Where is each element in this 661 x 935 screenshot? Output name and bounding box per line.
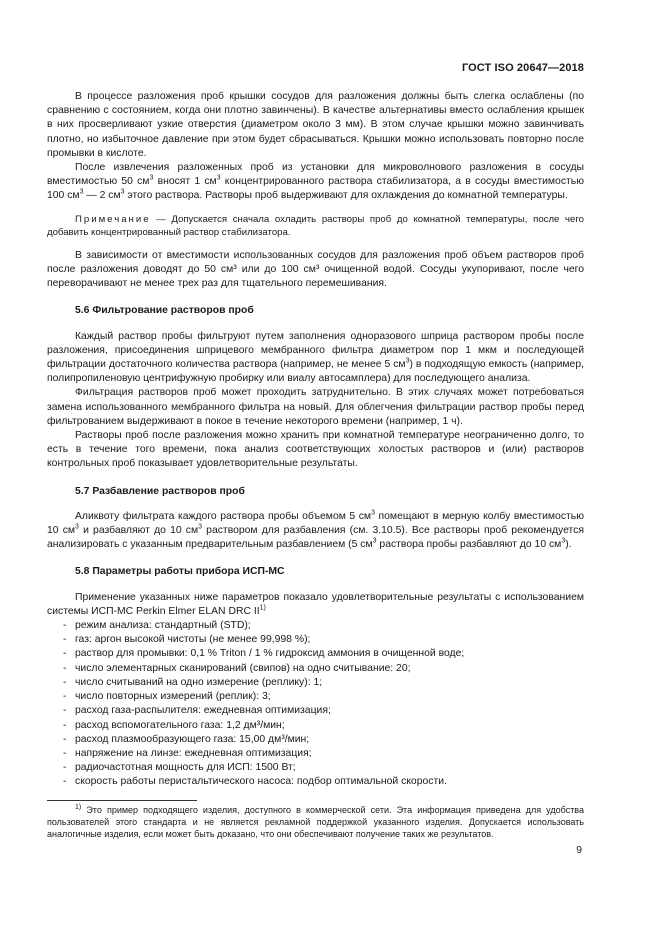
document-body: [47, 90, 584, 790]
document-code-header: ГОСТ ISO 20647—2018: [461, 62, 584, 74]
paragraph-icp-ms: Применение указанных ниже параметров показало удовлетворительные результаты с использованием системы ИСП-МС Perkin Elmer ELAN DRC II$^{1)}$: [47, 591, 584, 617]
paragraph-filtering-difficulty: Фильтрация растворов проб может проходить затруднительно. В этих случаях может потребоваться замена использованного мембранного фильтра на новый. Для облегчения фильтрации раствор пробы перед фильтрованием выдерживают в покое в течение некоторого времени (например, 1 ч).: [47, 387, 584, 427]
section-heading-5-7: 5.7 Разбавление растворов проб: [75, 485, 245, 497]
paragraph-storage: Растворы проб после разложения можно хранить при комнатной температуре неограниченно долго, то есть в течение того времени, пока анализ соответствующих холостых растворов и (или) растворов контрольных проб показывает удовлетворительные результаты.: [47, 430, 584, 470]
list-item: - раствор для промывки: 0,1 % Triton / 1 % гидроксид аммония в очищенной воде;: [63, 648, 465, 660]
list-item: - число повторных измерений (реплик): 3;: [63, 691, 271, 703]
list-item: - режим анализа: стандартный (STD);: [63, 620, 251, 632]
paragraph-stabilizer: После извлечения разложенных проб из установки для микроволнового разложения в сосуды вместимостью 50 $см^3$ вносят 1 $см^3$ концентрированного раствора стабилизатора, а в сосуды вместимостью 100 $см^3$ — 2 $см^3$ этого раствора. Растворы проб выдерживают для охлаждения до комнатной температуры.: [47, 162, 584, 202]
note-label: Примечание: [75, 213, 151, 225]
list-item: - расход плазмообразующего газа: 15,00 дм³/мин;: [63, 733, 310, 745]
page-number: 9: [576, 845, 582, 856]
note: Примечание — Допускается сначала охладить растворы проб до комнатной температуры, после чего добавить концентрированный раствор стабилизатора.: [47, 213, 584, 239]
list-item: - газ: аргон высокой чистоты (не менее 99,998 %);: [63, 634, 311, 646]
footnote-reference: 1): [259, 604, 266, 612]
section-heading-5-6: 5.6 Фильтрование растворов проб: [75, 305, 254, 317]
list-item: - скорость работы перистальтического насоса: подбор оптимальной скорости.: [63, 776, 447, 788]
list-item: - расход вспомогательного газа: 1,2 дм³/мин;: [63, 719, 285, 731]
paragraph-dilution: Аликвоту фильтрата каждого раствора пробы объемом 5 $см^3$ помещают в мерную колбу вместимостью 10 $см^3$ и разбавляют до 10 $см^3$ раствором для разбавления (см. 3.10.5). Все растворы проб рекомендуется анализировать с указанным предварительным разбавлением (5 $см^3$ раствора пробы разбавляют до 10 $см^3$).: [47, 509, 584, 551]
list-item: - напряжение на линзе: ежедневная оптимизация;: [63, 747, 312, 759]
paragraph-filtering: Каждый раствор пробы фильтруют путем заполнения одноразового шприца раствором пробы после разложения, присоединения шприцевого мембранного фильтра диаметром пор 1 мкм и последующей фильтрации достаточного количества раствора (например, не менее 5 $см^3$) в подходящую емкость (например, полипропиленовую центрифужную пробирку или виалу автосамплера) для последующего анализа.: [47, 330, 585, 385]
footnote-marker: 1): [75, 804, 82, 811]
list-item: - расход газа-распылителя: ежедневная оптимизация;: [63, 705, 331, 717]
document-page: [47, 0, 584, 935]
list-item: - число считываний на одно измерение (реплику): 1;: [63, 676, 323, 688]
footnote: $^{1)}$ Это пример подходящего изделия, доступного в коммерческой сети. Эта информация приведена для удобства пользователей этого стандарта и не является рекламной поддержкой указанного изделия. Допускается использовать аналогичные изделия, если может быть доказано, что они обеспечивают получение таких же результатов.: [47, 804, 584, 840]
section-heading-5-8: 5.8 Параметры работы прибора ИСП-МС: [75, 566, 285, 578]
footnote-divider: [47, 800, 197, 801]
list-item: - число элементарных сканирований (свипов) на одно считывание: 20;: [63, 662, 411, 674]
list-item: - радиочастотная мощность для ИСП: 1500 Вт;: [63, 762, 296, 774]
paragraph-lid-loosening: В процессе разложения проб крышки сосудов для разложения должны быть слегка ослаблены (по сравнению с состоянием, когда они плотно завинчены). В качестве альтернативы вместо ослабления крышек в них просверливают узкие отверстия (диаметром около 3 мм). В этом случае крышки можно завинчивать плотно, но избыточное давление при этом будет сбрасываться. Крышки можно использовать повторно после промывки в кислоте.: [47, 91, 584, 159]
parameter-list: [47, 619, 584, 789]
paragraph-volume: В зависимости от вместимости использованных сосудов для разложения проб объем растворов проб после разложения доводят до 50 см³ или до 100 см³ очищенной водой. Сосуды укупоривают, после чего переворачивают не менее трех раз для тщательного перемешивания.: [47, 249, 584, 290]
